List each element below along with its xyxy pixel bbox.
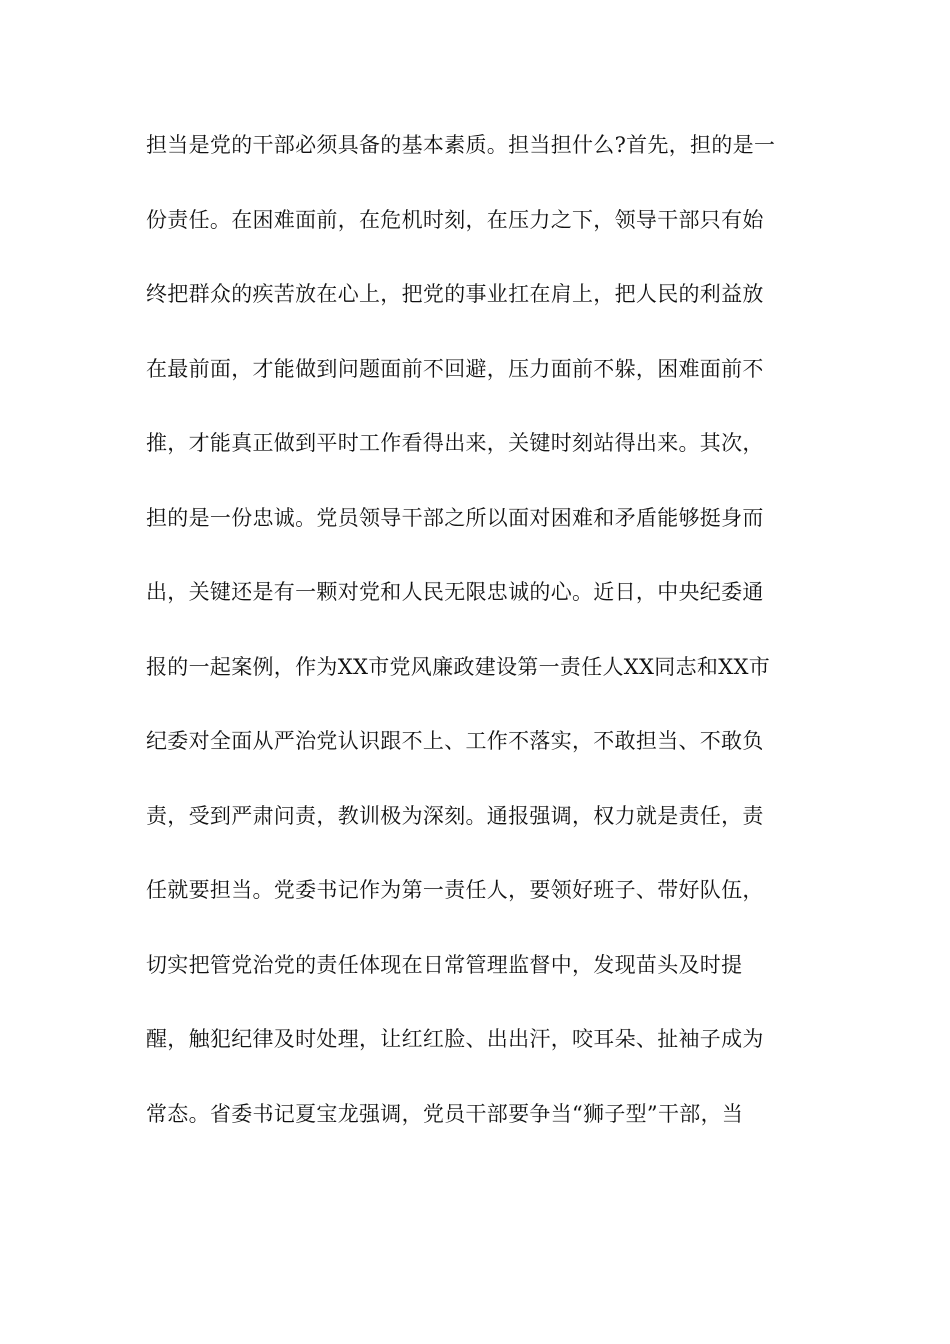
text-line: 常态。省委书记夏宝龙强调，党员干部要争当“狮子型”干部，当 — [146, 1101, 744, 1126]
text-line: 担的是一份忠诚。党员领导干部之所以面对困难和矛盾能够挺身而 — [146, 505, 764, 530]
text-line: 份责任。在困难面前，在危机时刻，在压力之下，领导干部只有始 — [146, 207, 764, 232]
text-line: 出，关键还是有一颗对党和人民无限忠诚的心。近日，中央纪委通 — [146, 580, 764, 604]
body-paragraph — [146, 131, 806, 1174]
text-line: 报的一起案例，作为XX市党风廉政建设第一责任人XX同志和XX市 — [146, 654, 770, 679]
text-line: 责，受到严肃问责，教训极为深刻。通报强调，权力就是责任，责 — [146, 803, 764, 828]
text-line: 醒，触犯纪律及时处理，让红红脸、出出汗，咬耳朵、扯袖子成为 — [146, 1027, 764, 1051]
text-line: 纪委对全面从严治党认识跟不上、工作不落实，不敢担当、不敢负 — [146, 729, 764, 753]
text-line: 切实把管党治党的责任体现在日常管理监督中，发现苗头及时提 — [146, 952, 743, 977]
text-line: 担当是党的干部必须具备的基本素质。担当担什么?首先，担的是一 — [146, 133, 776, 157]
text-line: 在最前面，才能做到问题面前不回避，压力面前不躲，困难面前不 — [146, 356, 764, 381]
text-line: 终把群众的疾苦放在心上，把党的事业扛在肩上，把人民的利益放 — [146, 282, 764, 306]
text-line: 任就要担当。党委书记作为第一责任人，要领好班子、带好队伍， — [146, 878, 764, 902]
text-line: 推，才能真正做到平时工作看得出来，关键时刻站得出来。其次， — [146, 431, 764, 455]
